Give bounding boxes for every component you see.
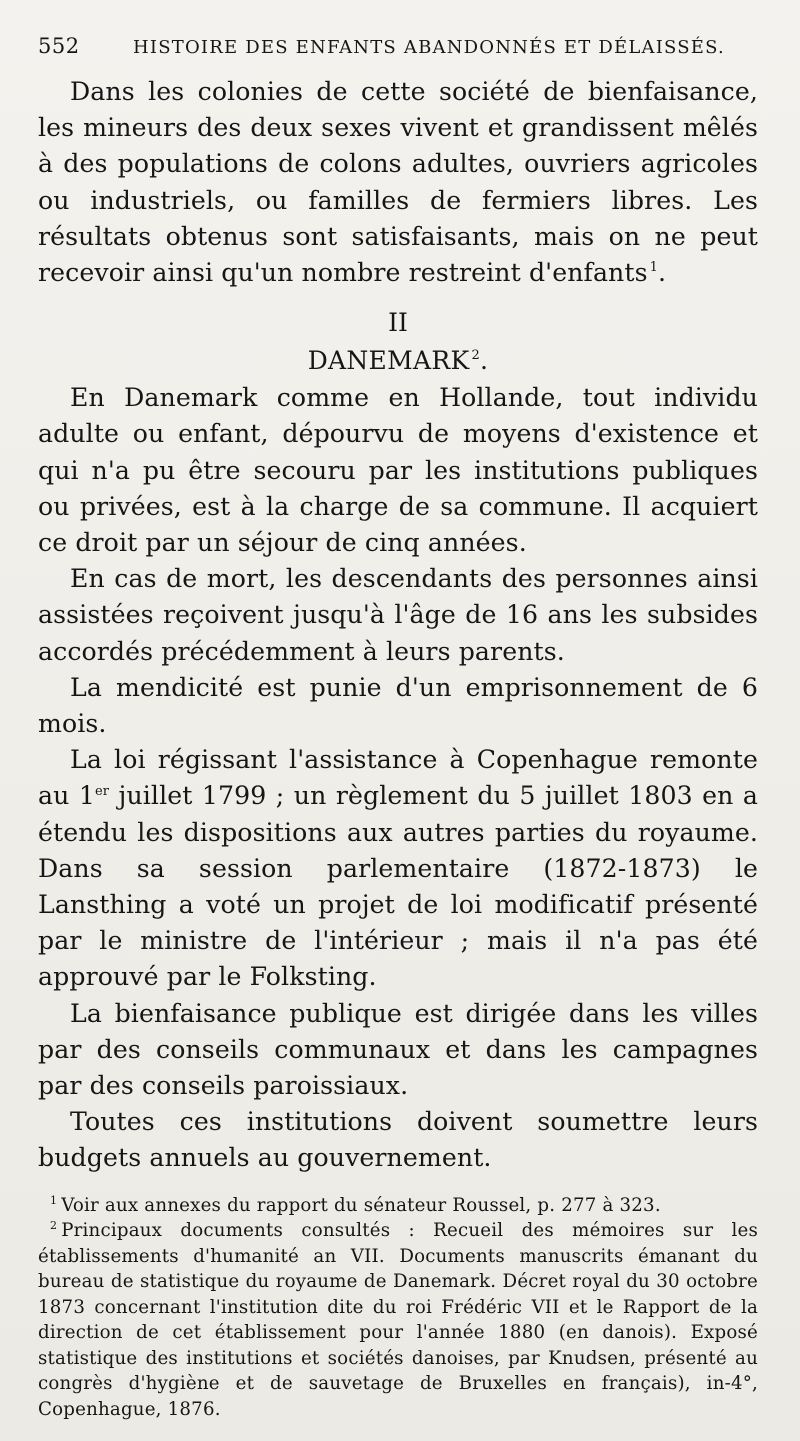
ordinal-suffix: er — [95, 784, 110, 800]
paragraph-1: Dans les colonies de cette société de bienfaisance, les mineurs des deux sexes vivent et grandissent mêlés à des populations de colons adultes, ouvriers agricoles ou industriels, ou familles de fermiers libres. Les résultats obtenus sont satisfaisants, mais on ne peut recevoir ainsi qu'un nombre restreint d'enfants $^1$. — [38, 77, 758, 288]
footnote-2 — [38, 1218, 758, 1422]
page-number: 552 — [38, 34, 80, 58]
paragraph-2: En Danemark comme en Hollande, tout individu adulte ou enfant, dépourvu de moyens d'existence et qui n'a pu être secouru par les institutions publiques ou privées, est à la charge de sa commune. Il acquiert ce droit par un séjour de cinq années. — [38, 383, 758, 558]
footnotes — [38, 1193, 758, 1423]
paragraph-3: En cas de mort, les descendants des personnes ainsi assistées reçoivent jusqu'à l'âge de 16 ans les subsides accordés précédemment à leurs parents. — [38, 564, 758, 666]
section-number: II — [388, 308, 408, 338]
page-header — [38, 34, 758, 74]
paragraph-4: La mendicité est punie d'un emprisonnement de 6 mois. — [38, 672, 758, 739]
footnote-mark: 2 — [50, 1219, 58, 1233]
paragraph-6: La bienfaisance publique est dirigée dans les villes par des conseils communaux et dans les campagnes par des conseils paroissiaux. — [38, 998, 758, 1101]
running-title: HISTOIRE DES ENFANTS ABANDONNÉS ET DÉLAISSÉS. — [133, 37, 725, 58]
paragraph-5: La loi régissant l'assistance à Copenhague remonte au 1er juillet 1799 ; un règlement du 5 juillet 1803 en a étendu les dispositions aux autres parties du royaume. Dans sa session parlementaire (1872-1873) le Lansthing a voté un projet de loi modificatif présenté par le ministre de l'intérieur ; mais il n'a pas été approuvé par le Folksting. — [38, 745, 759, 992]
footnote-ref-1: 1 — [649, 260, 659, 276]
page-body — [38, 74, 758, 1177]
paragraph-7: Toutes ces institutions doivent soumettre leurs budgets annuels au gouvernement. — [38, 1107, 758, 1173]
section-title: DANEMARK $^2$. — [307, 346, 489, 376]
footnote-ref-2: 2 — [471, 348, 481, 364]
footnote-mark: 1 — [50, 1193, 58, 1207]
footnote-text: Principaux documents consultés : Recueil des mémoires sur les établissements d'humanité an VII. Documents manuscrits émanant du bureau de statistique du royaume de Danemark. Décret royal du 30 octobre 1873 concernant l'institution dite du roi Frédéric VII et le Rapport de la direction de cet établissement pour l'année 1880 (en danois). Exposé statistique des institutions et sociétés danoises, par Knudsen, présenté au congrès d'hygiène et de sauvetage de Bruxelles en français), in-4°, Copenhague, 1876. — [38, 1220, 758, 1420]
footnote-text: Voir aux annexes du rapport du sénateur Roussel, p. 277 à 323. — [61, 1194, 661, 1216]
footnote-1 — [38, 1193, 758, 1219]
